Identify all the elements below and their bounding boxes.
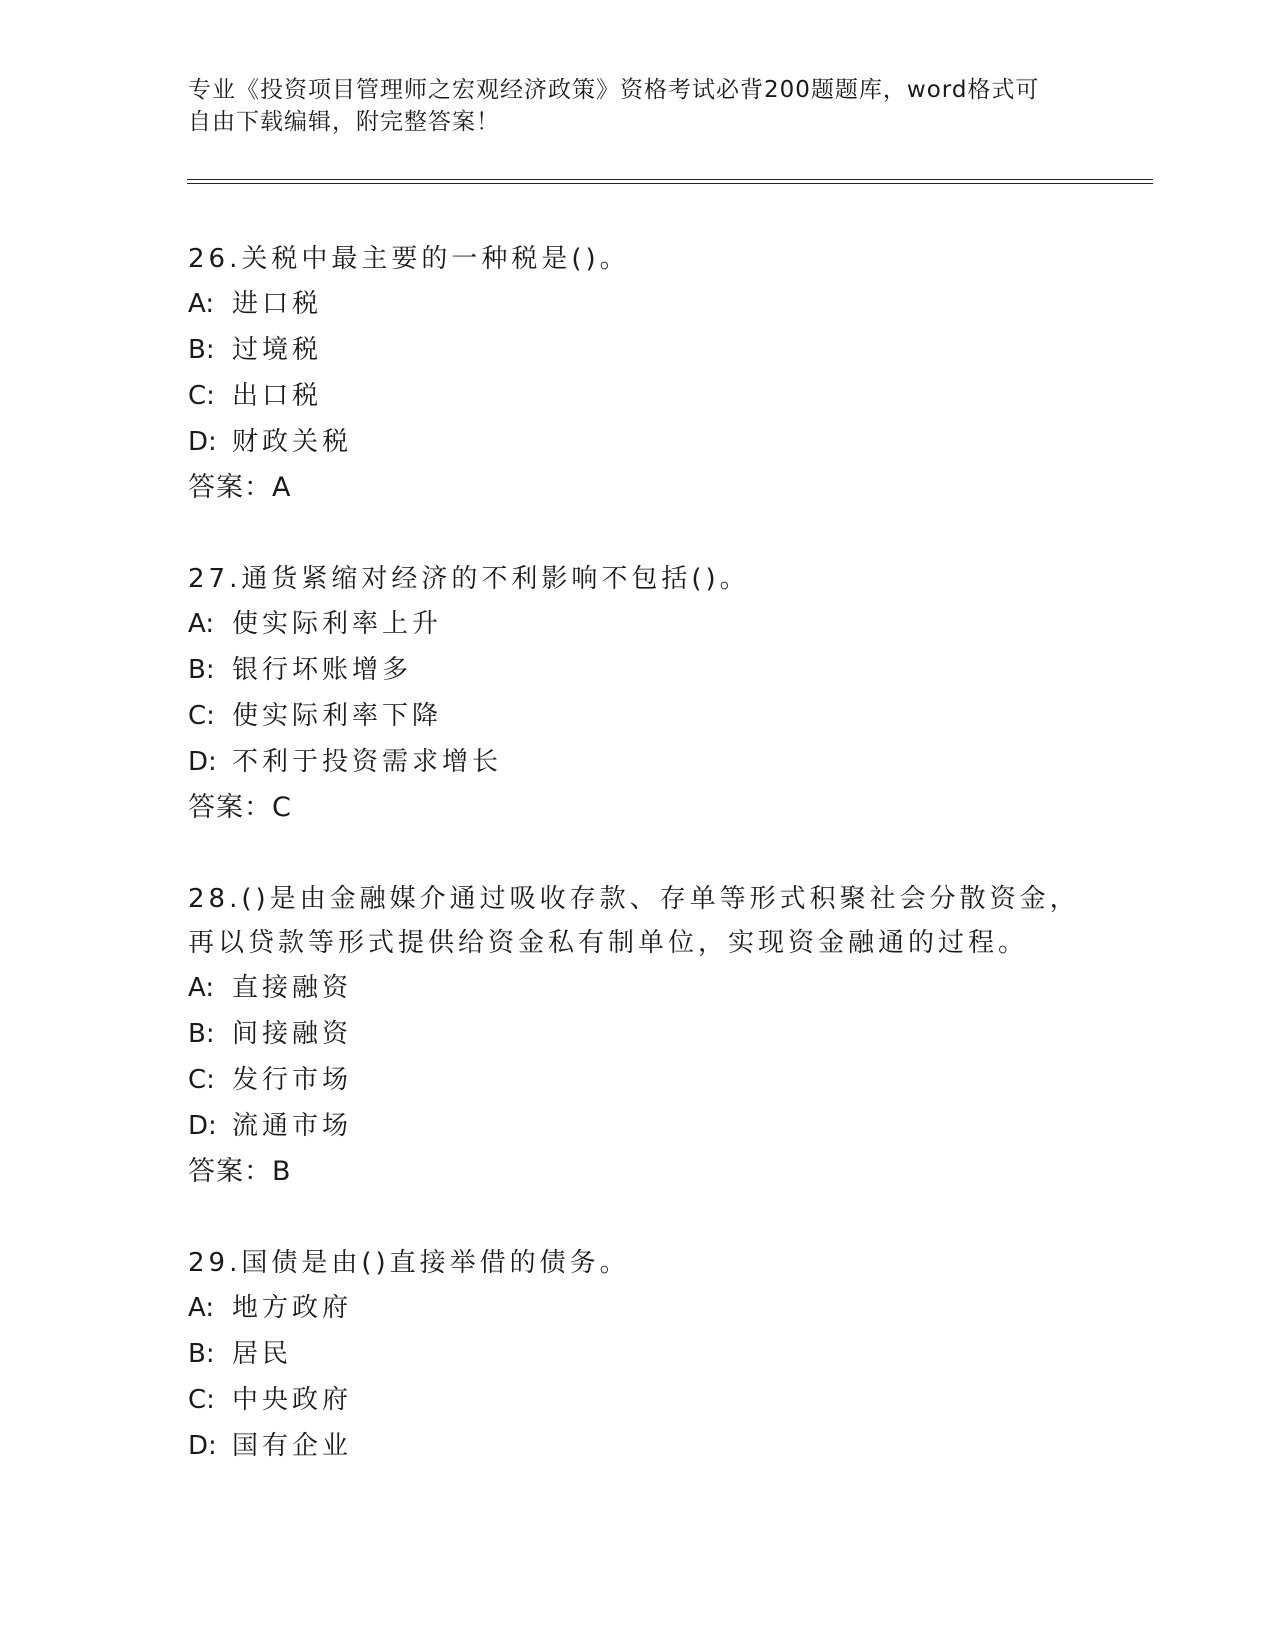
option-text: 出口税 (232, 381, 323, 411)
option-letter: D: (188, 1111, 217, 1141)
header-divider-top (187, 179, 1153, 180)
option-letter: B: (188, 1019, 215, 1049)
option-a (188, 281, 1088, 327)
option-d (188, 1103, 1088, 1149)
option-letter: D: (188, 1431, 217, 1461)
option-d (188, 739, 1088, 785)
option-c (188, 1057, 1088, 1103)
option-text: 财政关税 (232, 427, 353, 457)
header-divider-bottom (187, 183, 1153, 184)
question-28 (188, 877, 1088, 1195)
option-text: 中央政府 (232, 1385, 353, 1415)
option-c (188, 373, 1088, 419)
option-letter: A: (188, 973, 215, 1003)
option-d (188, 419, 1088, 465)
option-text: 不利于投资需求增长 (232, 747, 503, 777)
option-letter: C: (188, 1065, 215, 1095)
option-text: 使实际利率下降 (232, 701, 443, 731)
question-stem: 28.()是由金融媒介通过吸收存款、存单等形式积聚社会分散资金，再以贷款等形式提供给资金私有制单位，实现资金融通的过程。 (188, 884, 1080, 958)
option-a (188, 1285, 1088, 1331)
option-letter: C: (188, 701, 215, 731)
option-text: 发行市场 (232, 1065, 353, 1095)
option-text: 过境税 (232, 335, 323, 365)
answer-line: 答案：A (188, 472, 292, 503)
option-letter: B: (188, 1339, 215, 1369)
question-stem: 26.关税中最主要的一种税是()。 (188, 244, 630, 274)
option-letter: A: (188, 1293, 215, 1323)
answer-line: 答案：B (188, 1156, 292, 1187)
option-a (188, 601, 1088, 647)
option-text: 银行坏账增多 (232, 655, 413, 685)
option-text: 居民 (232, 1339, 293, 1369)
option-b (188, 1011, 1088, 1057)
option-text: 地方政府 (232, 1293, 353, 1323)
header-title-line2: 自由下载编辑，附完整答案！ (188, 109, 500, 135)
option-letter: A: (188, 609, 215, 639)
option-b (188, 1331, 1088, 1377)
option-text: 间接融资 (232, 1019, 353, 1049)
question-29 (188, 1241, 1088, 1469)
option-letter: B: (188, 335, 215, 365)
option-letter: D: (188, 427, 217, 457)
question-stem: 27.通货紧缩对经济的不利影响不包括()。 (188, 564, 750, 594)
option-letter: D: (188, 747, 217, 777)
option-c (188, 1377, 1088, 1423)
question-26 (188, 237, 1088, 511)
question-list (188, 237, 1088, 1515)
option-d (188, 1423, 1088, 1469)
option-letter: C: (188, 1385, 215, 1415)
option-letter: C: (188, 381, 215, 411)
option-text: 使实际利率上升 (232, 609, 443, 639)
header-title-line1: 专业《投资项目管理师之宏观经济政策》资格考试必背200题题库，word格式可 (188, 77, 1040, 103)
option-text: 流通市场 (232, 1111, 353, 1141)
question-27 (188, 557, 1088, 831)
answer-line: 答案：C (188, 792, 292, 823)
question-stem: 29.国债是由()直接举借的债务。 (188, 1248, 630, 1278)
option-a (188, 965, 1088, 1011)
option-b (188, 647, 1088, 693)
document-header (188, 74, 1068, 138)
option-text: 国有企业 (232, 1431, 353, 1461)
option-letter: B: (188, 655, 215, 685)
option-letter: A: (188, 289, 215, 319)
option-text: 直接融资 (232, 973, 353, 1003)
option-text: 进口税 (232, 289, 323, 319)
option-b (188, 327, 1088, 373)
option-c (188, 693, 1088, 739)
